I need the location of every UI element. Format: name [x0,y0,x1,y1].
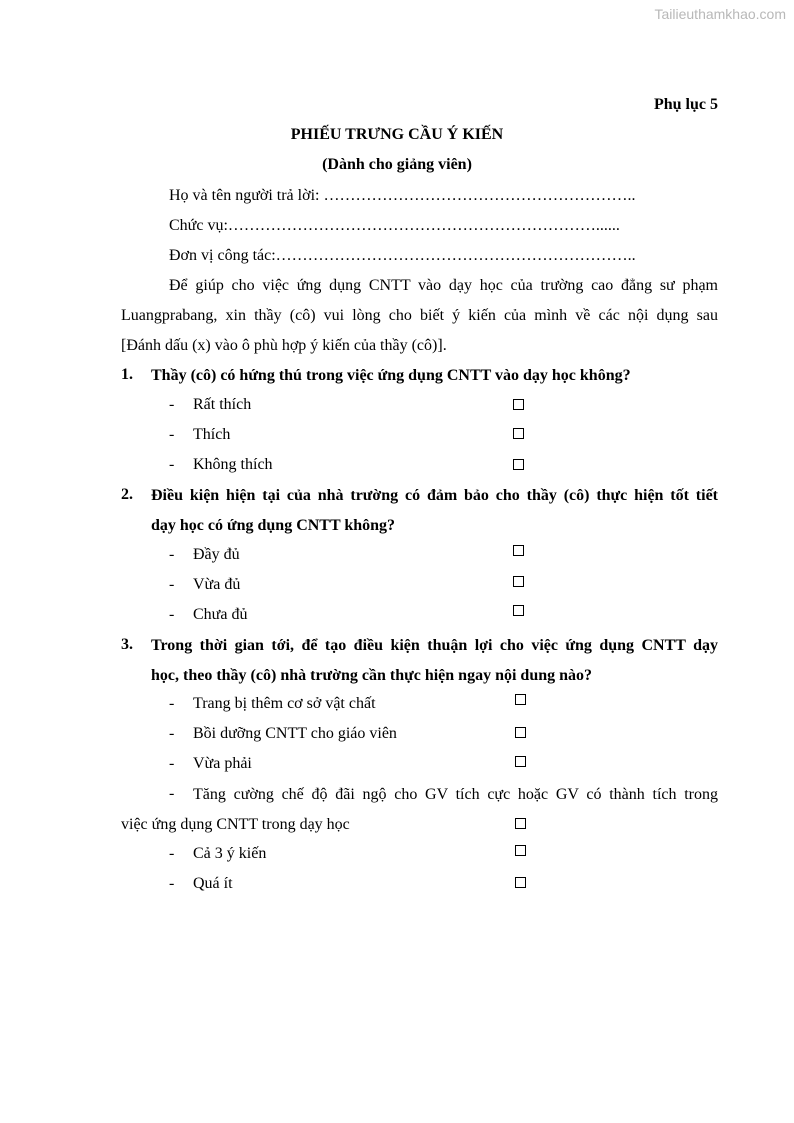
watermark: Tailieuthamkhao.com [654,6,786,22]
question-3-text-line-1: Trong thời gian tới, để tạo điều kiện thuận lợi cho việc ứng dụng CNTT dạy [151,637,718,654]
question-3-number: 3. [121,636,133,653]
question-2-text-line-2: dạy học có ứng dụng CNTT không? [151,517,396,534]
q3-checkbox-all-three[interactable] [515,845,526,856]
q3-checkbox-moderate[interactable] [515,756,526,767]
q2-option-sufficient: Đầy đủ [193,546,240,563]
option-dash: - [169,875,175,892]
q1-checkbox-interested[interactable] [513,428,524,439]
option-dash: - [169,546,175,563]
q1-option-very-interested: Rất thích [193,396,252,413]
position-field[interactable]: Chức vụ:……………………………………………………………...... [169,217,620,234]
option-dash: - [169,755,175,772]
intro-line-3: [Đánh dấu (x) vào ô phù hợp ý kiến của thầy (cô)]. [121,337,447,354]
option-dash: - [169,456,175,473]
option-dash: - [169,785,175,802]
q3-checkbox-training[interactable] [515,727,526,738]
question-1-text: Thầy (cô) có hứng thú trong việc ứng dụng CNTT vào dạy học không? [151,367,631,384]
question-2-number: 2. [121,486,133,503]
option-dash: - [169,426,175,443]
intro-line-2: Luangprabang, xin thầy (cô) vui lòng cho biết ý kiến của mình về các nội dụng sau [121,307,718,324]
q1-option-interested: Thích [193,426,231,443]
option-dash: - [169,845,175,862]
q3-option-moderate: Vừa phải [193,755,252,772]
unit-field[interactable]: Đơn vị công tác:………………………………………………………….. [169,247,636,264]
q3-checkbox-facilities[interactable] [515,694,526,705]
option-dash: - [169,576,175,593]
form-title: PHIẾU TRƯNG CẦU Ý KIẾN [290,126,504,143]
intro-line-1: Để giúp cho việc ứng dụng CNTT vào dạy học của trường cao đẳng sư phạm [169,277,718,294]
option-dash: - [169,396,175,413]
question-1-number: 1. [121,366,133,383]
option-dash: - [169,725,175,742]
q3-option-incentives-line-2: việc ứng dụng CNTT trong dạy học [121,816,350,833]
option-dash: - [169,695,175,712]
option-dash: - [169,606,175,623]
q3-option-training: Bồi dưỡng CNTT cho giáo viên [193,725,397,742]
q3-option-all-three: Cả 3 ý kiến [193,845,267,862]
q3-option-facilities: Trang bị thêm cơ sở vật chất [193,695,376,712]
form-subtitle: (Dành cho giảng viên) [322,156,472,173]
q2-option-insufficient: Chưa đủ [193,606,248,623]
q1-option-not-interested: Không thích [193,456,273,473]
q2-checkbox-just-enough[interactable] [513,576,524,587]
q3-checkbox-too-few[interactable] [515,877,526,888]
q2-checkbox-insufficient[interactable] [513,605,524,616]
q3-option-too-few: Quá ít [193,875,233,892]
q2-option-just-enough: Vừa đủ [193,576,241,593]
question-2-text-line-1: Điều kiện hiện tại của nhà trường có đảm bảo cho thầy (cô) thực hiện tốt tiết [151,487,718,504]
question-3-text-line-2: học, theo thầy (cô) nhà trường cần thực hiện ngay nội dung nào? [151,667,593,684]
q2-checkbox-sufficient[interactable] [513,545,524,556]
name-field[interactable]: Họ và tên người trả lời: ………………………………………………….. [169,187,636,204]
q3-option-incentives-line-1: Tăng cường chế độ đãi ngộ cho GV tích cực hoặc GV có thành tích trong [193,786,718,803]
q3-checkbox-incentives[interactable] [515,818,526,829]
q1-checkbox-not-interested[interactable] [513,459,524,470]
appendix-label: Phụ lục 5 [653,96,718,113]
q1-checkbox-very-interested[interactable] [513,399,524,410]
